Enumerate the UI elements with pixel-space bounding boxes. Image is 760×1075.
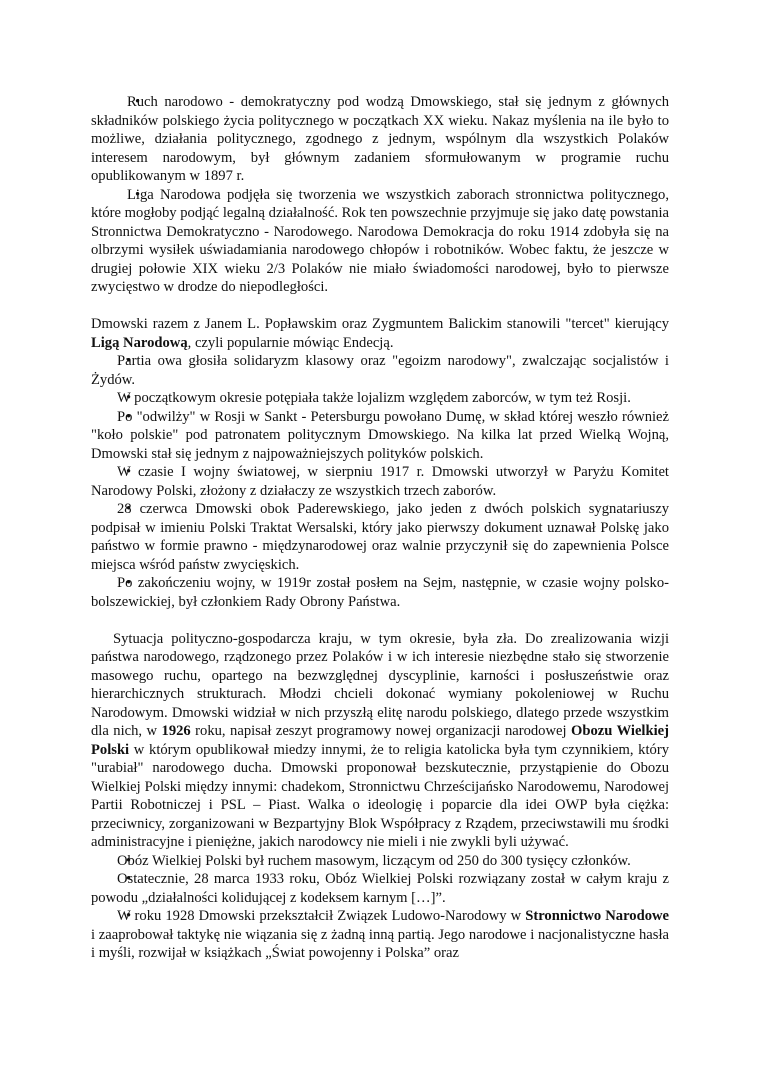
paragraph-gap: [91, 297, 669, 316]
bullet-ruch-narodowy: • Ruch narodowo - demokratyczny pod wodzą Dmowskiego, stał się jednym z głównych składników polskiego życia politycznego w początkach XX wieku. Nakaz myślenia na ile było to możliwe, działania politycznego, zgodnego z jednym, wspólnym dla wszystkich Polaków interesem narodowym, był głównym zadaniem sformułowanym w programie ruchu opublikowanym w 1897 r.: [91, 93, 669, 186]
paragraph-sytuacja: Sytuacja polityczno-gospodarcza kraju, w tym okresie, była zła. Do zrealizowania wizji państwa narodowego, rządzonego przez Polaków i w ich interesie niezbędne stało się stworzenie masowego ruchu, opartego na bezwzględnej dyscyplinie, karności i posłuszeństwie oraz hierarchicznych strukturach. Młodzi chcieli dokonać wymiany pokoleniowej w Ruchu Narodowym. Dmowski widział w nich przyszłą elitę narodu polskiego, dlatego przede wszystkim dla nich, w 1926 roku, napisał zeszyt programowy nowej organizacji narodowej Obozu Wielkiej Polski w którym opublikował miedzy innymi, że to religia katolicka była tym czynnikiem, który "urabiał" narodowego ducha. Dmowski proponował bezskutecznie, przystąpienie do Obozu Wielkiej Polski między innymi: chadekom, Stronnictwu Chrześcijańsko Narodowemu, Narodowej Partii Robotniczej i PSL – Piast. Walka o ideologię i poparcie dla idei OWP była ciężka: przeciwnicy, zorganizowani w Bezpartyjny Blok Współpracy z Rządem, przeciwstawili mu środki administracyjne i pieniężne, jakich narodowcy nie mieli i nie zwykli byli używać.: [91, 630, 669, 850]
bullet-stronnictwo: • W roku 1928 Dmowski przekształcił Związek Ludowo-Narodowy w Stronnictwo Narodowe i zaaprobował taktykę nie wiązania się z żadną inną partią. Jego narodowe i nacjonalistyczne hasła i myśli, rozwijał w książkach „Świat powojenny i Polska” oraz: [91, 907, 669, 963]
bullet-traktat: • 28 czerwca Dmowski obok Paderewskiego, jako jeden z dwóch polskich sygnatariuszy podpisał w imieniu Polski Traktat Wersalski, który jako pierwszy dokument uznawał Polskę jako państwo w formie prawno - międzynarodowej oraz walnie przyczynił się do zapewnienia Polsce miejsca wśród państw zwycięskich.: [91, 500, 669, 574]
bullet-ruch-masowy: • Obóz Wielkiej Polski był ruchem masowym, liczącym od 250 do 300 tysięcy członków.: [91, 852, 669, 871]
paragraph-tercet: Dmowski razem z Janem L. Popławskim oraz Zygmuntem Balickim stanowili "tercet" kierujący Ligą Narodową, czyli popularnie mówiąc Endecją.: [91, 316, 669, 351]
paragraph-gap: [91, 611, 669, 630]
bullet-duma: • Po "odwilży" w Rosji w Sankt - Petersburgu powołano Dumę, w skład której weszło również "koło polskie" pod patronatem politycznym Dmowskiego. Na kilka lat przed Wielką Wojną, Dmowski stał się jednym z najpoważniejszych polityków polskich.: [91, 408, 669, 464]
bullet-liga-narodowa: • Liga Narodowa podjęła się tworzenia we wszystkich zaborach stronnictwa politycznego, które mogłoby podjąć legalną działalność. Rok ten powszechnie przyjmuje się jako datę powstania Stronnictwa Demokratyczno - Narodowego. Narodowa Demokracja do roku 1914 zdobyła się na olbrzymi wysiłek uświadamiania narodowego chłopów i robotników. Wobec faktu, że jeszcze w drugiej połowie XIX wieku 2/3 Polaków nie miało świadomości narodowej, było to pierwsze zwycięstwo w drodze do niepodległości.: [91, 186, 669, 297]
bullet-solidaryzm: • Partia owa głosiła solidaryzm klasowy oraz "egoizm narodowy", zwalczając socjalistów i Żydów.: [91, 352, 669, 389]
bullet-lojalizm: • W początkowym okresie potępiała także lojalizm względem zaborców, w tym też Rosji.: [91, 389, 669, 408]
document-page: [91, 93, 669, 963]
bullet-komitet: • W czasie I wojny światowej, w sierpniu 1917 r. Dmowski utworzył w Paryżu Komitet Narodowy Polski, złożony z działaczy ze wszystkich trzech zaborów.: [91, 463, 669, 500]
bullet-sejm: • Po zakończeniu wojny, w 1919r został posłem na Sejm, następnie, w czasie wojny polsko-bolszewickiej, był członkiem Rady Obrony Państwa.: [91, 574, 669, 611]
bullet-rozwiazanie: • Ostatecznie, 28 marca 1933 roku, Obóz Wielkiej Polski rozwiązany został w całym kraju z powodu „działalności kolidującej z kodeksem karnym […]”.: [91, 870, 669, 907]
